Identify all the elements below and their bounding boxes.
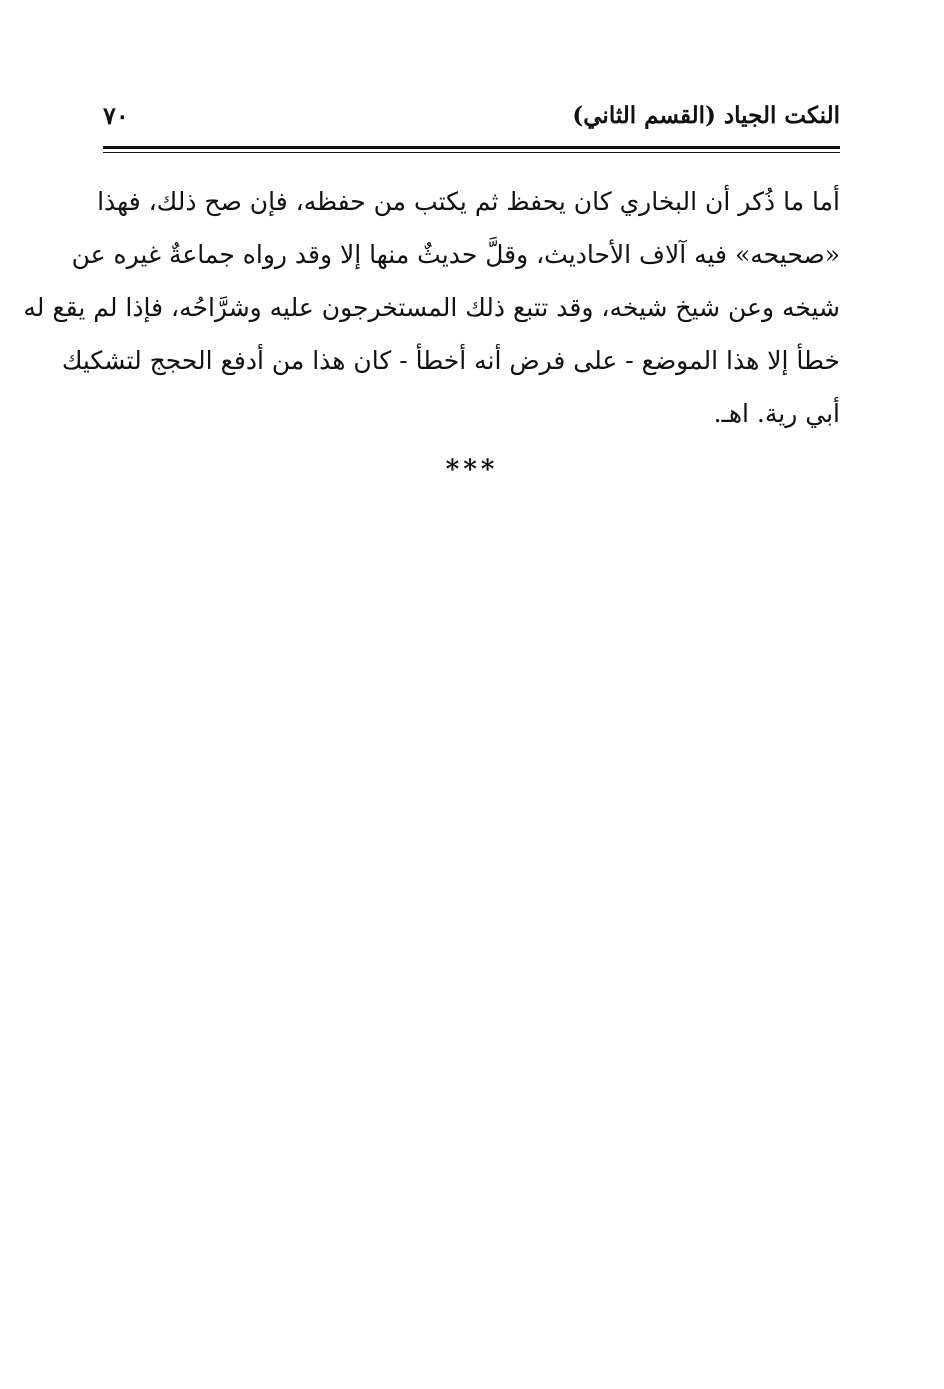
page-header — [103, 96, 840, 136]
text-line: «صحيحه» فيه آلاف الأحاديث، وقلَّ حديثٌ منها إلا وقد رواه جماعةٌ غيره عن — [71, 240, 840, 269]
text-line: أما ما ذُكر أن البخاري كان يحفظ ثم يكتب من حفظه، فإن صح ذلك، فهذا — [97, 187, 840, 216]
header-rule-thin — [103, 152, 840, 153]
section-separator: *** — [445, 455, 499, 485]
header-rule-thick — [103, 146, 840, 149]
text-line: خطأ إلا هذا الموضع - على فرض أنه أخطأ - كان هذا من أدفع الحجج لتشكيك — [61, 346, 840, 375]
page-number: ٧٠ — [103, 101, 129, 130]
text-line: أبي رية. اهـ. — [713, 399, 840, 428]
running-title: النكت الجياد (القسم الثاني) — [572, 102, 840, 129]
body-paragraph — [23, 175, 840, 440]
text-line: شيخه وعن شيخ شيخه، وقد تتبع ذلك المستخرجون عليه وشرَّاحُه، فإذا لم يقع له — [23, 293, 840, 322]
